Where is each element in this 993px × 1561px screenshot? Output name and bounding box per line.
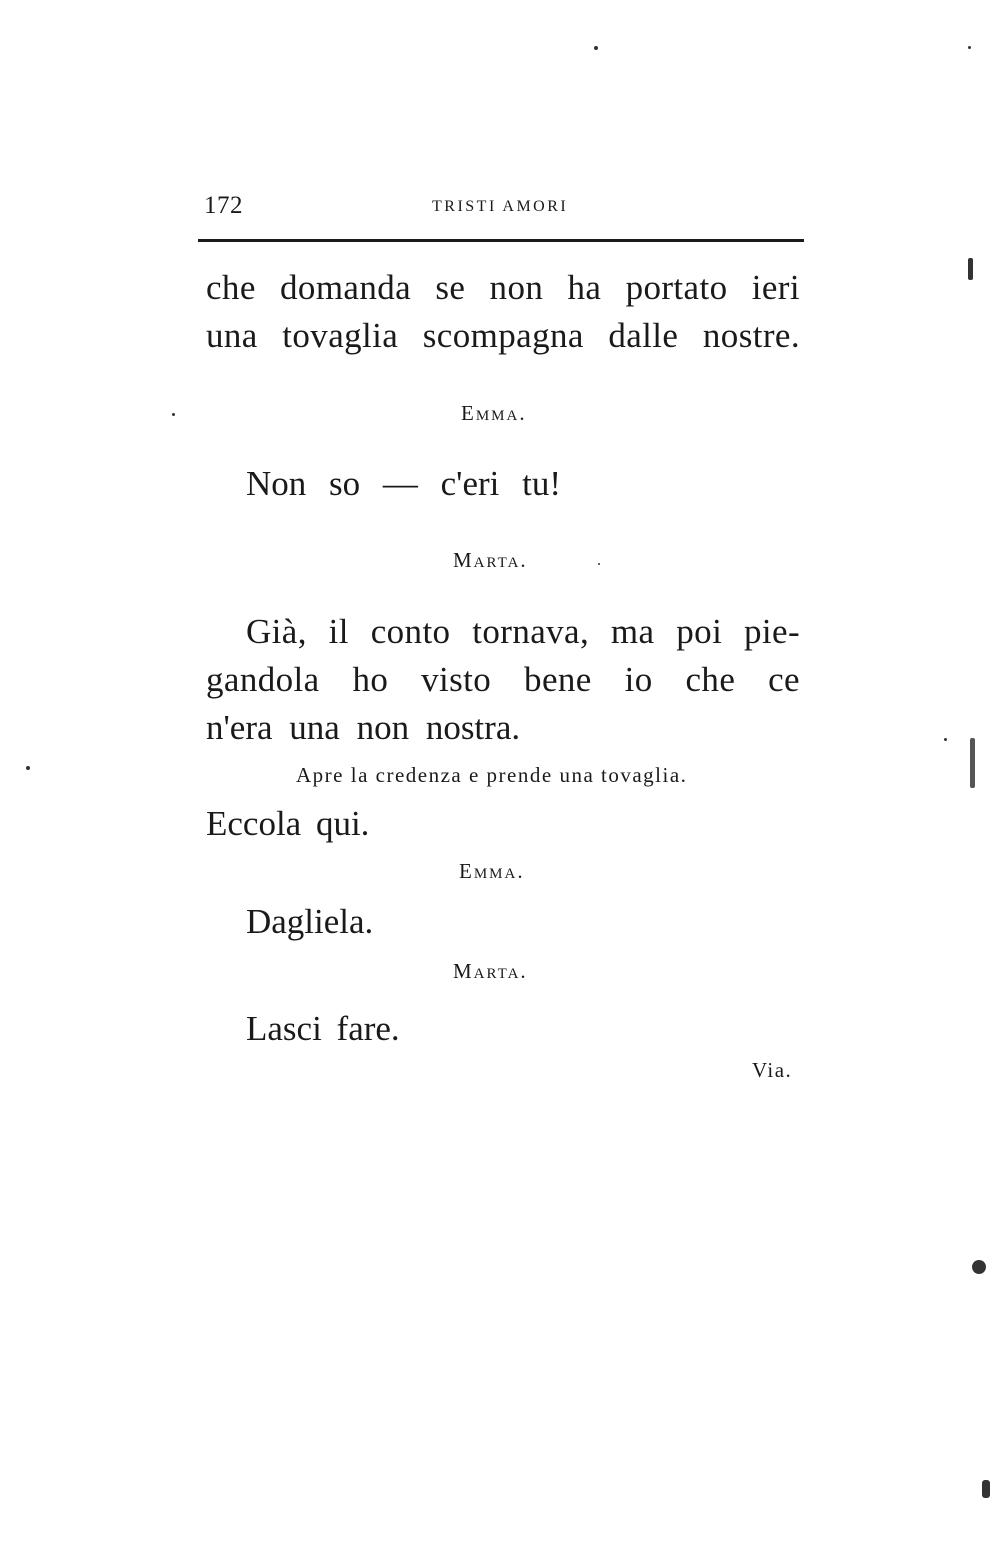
text-line: Dagliela.	[246, 902, 374, 941]
scan-mark	[968, 46, 971, 49]
speaker-name: Marta.	[453, 959, 528, 983]
page-header	[204, 192, 802, 226]
scan-mark	[26, 766, 30, 770]
page-number: 172	[204, 192, 243, 219]
scan-mark	[968, 258, 973, 280]
speaker-name: Marta.	[453, 548, 528, 572]
header-rule	[198, 239, 804, 242]
text-line: Già, il conto tornava, ma poi pie-	[246, 612, 800, 651]
speaker-name: Emma.	[459, 859, 525, 883]
text-line: Lasci fare.	[246, 1009, 400, 1048]
stage-direction: Via.	[752, 1058, 793, 1082]
text-line: n'era una non nostra.	[206, 708, 521, 747]
text-line: gandola ho visto bene io che ce	[206, 660, 800, 699]
scan-mark	[598, 563, 600, 565]
scan-mark	[594, 46, 598, 50]
text-line: una tovaglia scompagna dalle nostre.	[206, 316, 800, 355]
scan-mark	[172, 413, 175, 416]
speaker-name: Emma.	[461, 401, 527, 425]
scan-mark	[970, 738, 975, 788]
text-line: Eccola qui.	[206, 804, 370, 843]
running-title: TRISTI AMORI	[432, 198, 569, 215]
scan-mark	[972, 1260, 986, 1274]
text-line: che domanda se non ha portato ieri	[206, 268, 800, 307]
text-line: Non so — c'eri tu!	[246, 464, 562, 503]
scan-mark	[982, 1480, 990, 1498]
stage-direction: Apre la credenza e prende una tovaglia.	[296, 763, 688, 787]
scan-mark	[944, 738, 947, 741]
